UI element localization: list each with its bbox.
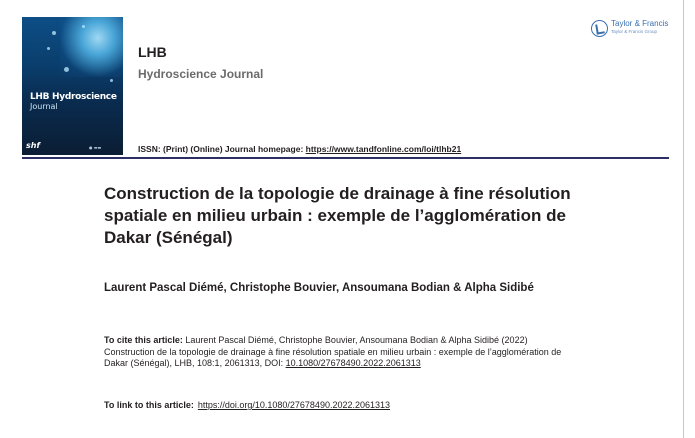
citation-block (104, 335, 574, 370)
cover-title-line1: LHB Hydroscience (30, 92, 117, 102)
journal-name: Hydroscience Journal (138, 67, 264, 81)
citation-doi-link[interactable]: 10.1080/27678490.2022.2061313 (285, 358, 421, 368)
article-link-block (104, 400, 574, 412)
journal-cover-image (22, 17, 123, 155)
issn-line (138, 144, 461, 154)
cover-water-drop (52, 31, 56, 35)
publisher-subtitle: Taylor & Francis Group (611, 29, 658, 34)
taylor-francis-logo-icon (591, 20, 608, 37)
header-divider (22, 157, 669, 159)
cover-title (30, 93, 117, 111)
journal-homepage-link[interactable]: https://www.tandfonline.com/loi/tlhb21 (305, 144, 462, 154)
publisher-name: Taylor & Francis (611, 19, 669, 28)
cover-water-drop (64, 67, 69, 72)
cover-publisher-badge-icon: ● ▬▬ (89, 145, 102, 150)
article-authors: Laurent Pascal Diémé, Christophe Bouvier, Ansoumana Bodian & Alpha Sidibé (104, 282, 534, 294)
article-link-label: To link to this article: (104, 400, 194, 410)
publisher-logo (591, 17, 668, 39)
article-title: Construction de la topologie de drainage à fine résolution spatiale en milieu urbain : exemple de l’agglomération de Dakar (Sénégal) (104, 184, 571, 247)
page-edge-rule (683, 0, 684, 438)
citation-label: To cite this article: (104, 335, 183, 345)
publisher-text (611, 20, 668, 36)
cover-water-splash (60, 17, 123, 77)
cover-title-line2: Journal (30, 102, 58, 111)
journal-code: LHB (138, 44, 167, 60)
cover-water-drop (110, 79, 113, 82)
issn-label: ISSN: (Print) (Online) Journal homepage: (138, 144, 306, 154)
cover-water-drop (47, 47, 50, 50)
cover-society-logo: shf (26, 141, 40, 150)
citation-text: Laurent Pascal Diémé, Christophe Bouvier, Ansoumana Bodian & Alpha Sidibé (2022) Construction de la topologie de drainage à fine résolution spatiale en milieu urbain : exemple de l’agglomération de Dakar (Sénégal), LHB, 108:1, 2061313, DOI: (104, 335, 562, 368)
article-doi-link[interactable]: https://doi.org/10.1080/27678490.2022.2061313 (197, 400, 391, 410)
cover-water-drop (82, 25, 85, 28)
